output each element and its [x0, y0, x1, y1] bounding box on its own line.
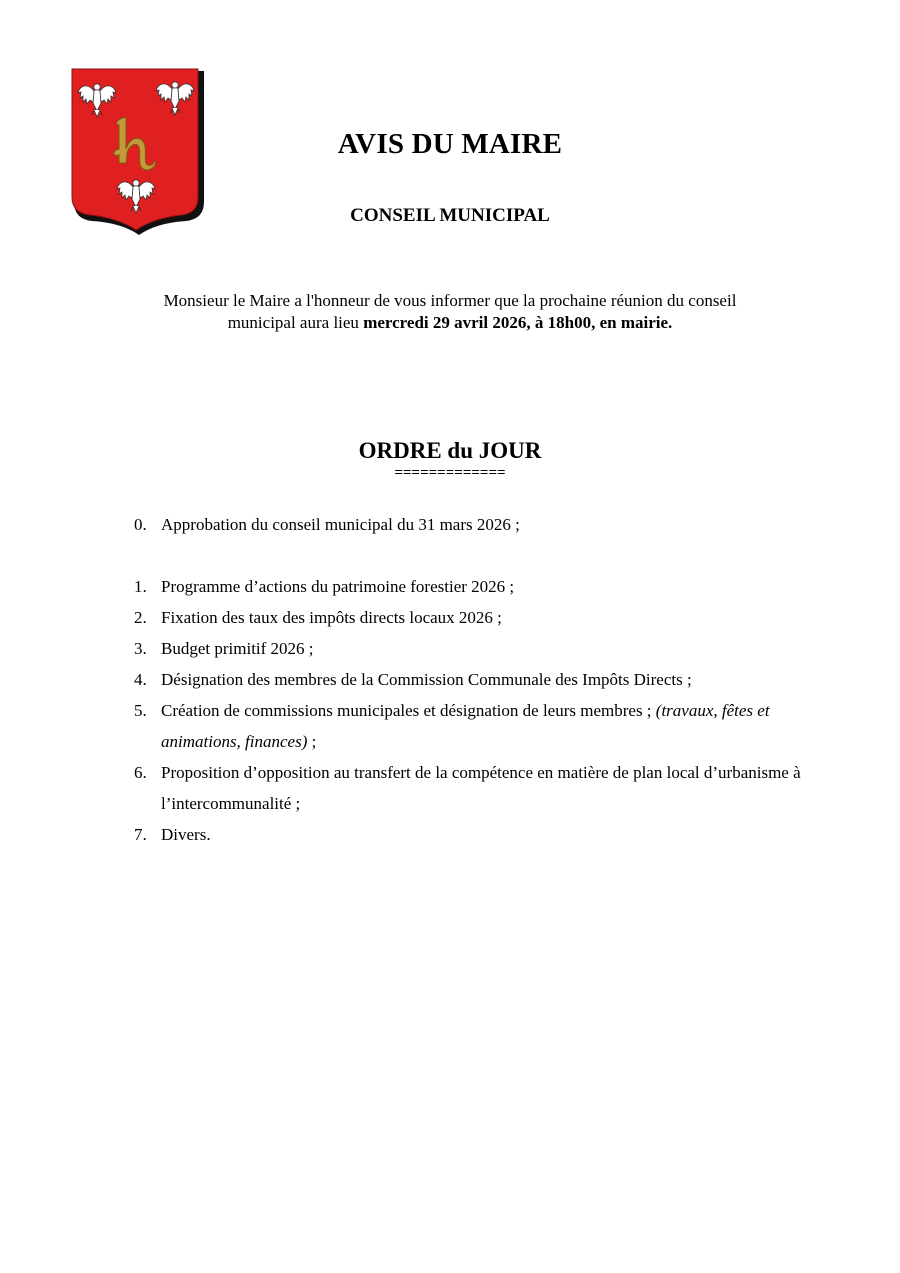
agenda-item-text-end: ;: [307, 732, 317, 751]
intro-line-2: [100, 312, 800, 334]
agenda-item-number: 0.: [134, 515, 147, 534]
agenda-list: [134, 509, 814, 850]
agenda-item-text: Proposition d’opposition au transfert de la compétence en matière de plan local d’urbanisme à l’intercommunalité ;: [161, 763, 801, 813]
agenda-item-3: [134, 633, 814, 664]
meeting-date: mercredi 29 avril 2026, à 18h00, en mairie.: [363, 313, 673, 332]
intro-line-2-regular: municipal aura lieu: [227, 313, 364, 332]
agenda-item-0: [134, 509, 814, 540]
agenda-item-text: Désignation des membres de la Commission Communale des Impôts Directs ;: [161, 670, 692, 689]
intro-line-1: Monsieur le Maire a l'honneur de vous informer que la prochaine réunion du conseil: [163, 291, 737, 310]
agenda-item-1: [134, 571, 814, 602]
agenda-item-text: Création de commissions municipales et désignation de leurs membres ;: [161, 701, 656, 720]
agenda-item-text: Divers.: [161, 825, 211, 844]
agenda-item-text: Budget primitif 2026 ;: [161, 639, 314, 658]
agenda-item-italic-note: (travaux, fêtes et animations, finances): [161, 701, 770, 751]
agenda-item-text: Approbation du conseil municipal du 31 mars 2026 ;: [161, 515, 520, 534]
agenda-item-4: [134, 664, 814, 695]
intro-paragraph: [100, 290, 800, 334]
page-subtitle: CONSEIL MUNICIPAL: [350, 205, 550, 226]
agenda-title-underline: =============: [394, 465, 506, 481]
agenda-item-number: 3.: [134, 639, 147, 658]
agenda-item-6: [134, 757, 814, 819]
agenda-item-text: Fixation des taux des impôts directs locaux 2026 ;: [161, 608, 502, 627]
agenda-item-number: 1.: [134, 577, 147, 596]
agenda-item-number: 2.: [134, 608, 147, 627]
agenda-title: ORDRE du JOUR: [358, 438, 542, 463]
agenda-item-number: 6.: [134, 763, 147, 782]
agenda-item-7: [134, 819, 814, 850]
agenda-item-number: 7.: [134, 825, 147, 844]
page-title: AVIS DU MAIRE: [337, 128, 563, 160]
agenda-item-number: 5.: [134, 701, 147, 720]
agenda-item-2: [134, 602, 814, 633]
agenda-item-5: [134, 695, 814, 757]
agenda-item-number: 4.: [134, 670, 147, 689]
agenda-item-text: Programme d’actions du patrimoine forestier 2026 ;: [161, 577, 515, 596]
